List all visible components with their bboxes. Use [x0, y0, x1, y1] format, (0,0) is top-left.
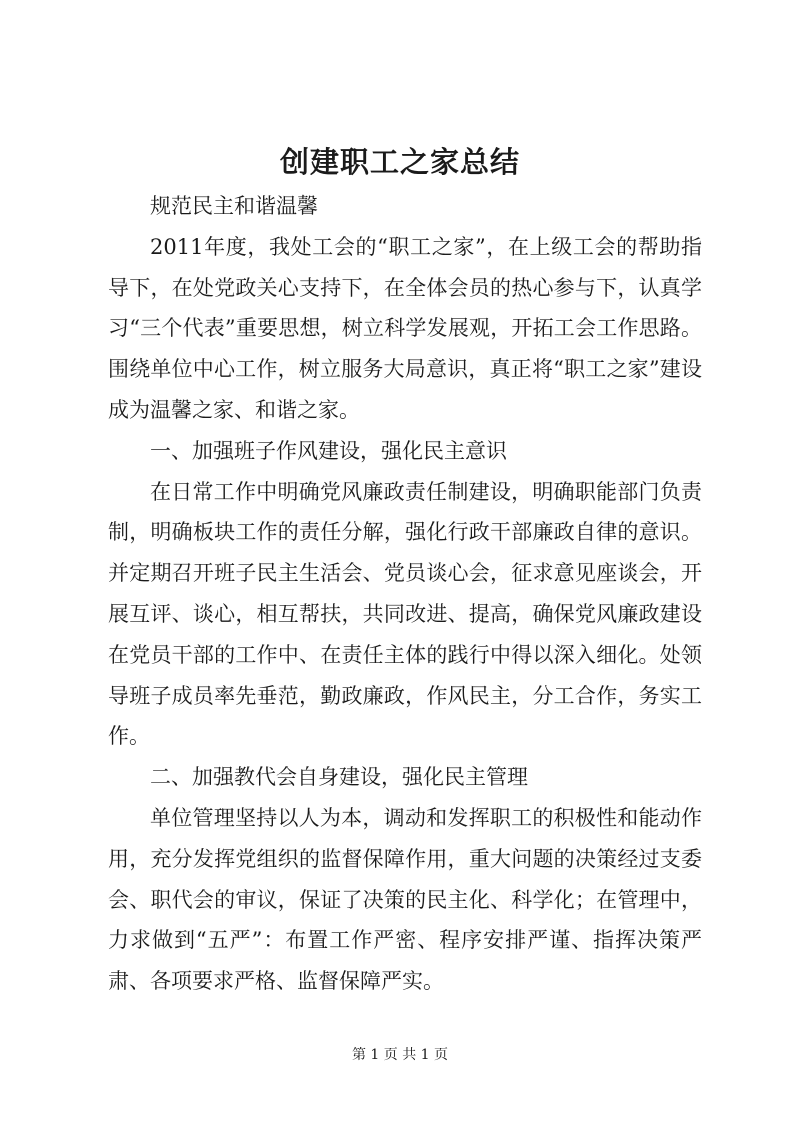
- paragraph-section-2: 单位管理坚持以人为本，调动和发挥职工的积极性和能动作用，充分发挥党组织的监督保障作用，重大问题的决策经过支委会、职代会的审议，保证了决策的民主化、科学化；在管理中，力求做到“五严”：布置工作严密、程序安排严谨、指挥决策严肃、各项要求严格、监督保障严实。: [108, 805, 702, 994]
- paragraph-section-1: 在日常工作中明确党风廉政责任制建设，明确职能部门负责制，明确板块工作的责任分解，强化行政干部廉政自律的意识。并定期召开班子民主生活会、党员谈心会，征求意见座谈会，开展互评、谈心，相互帮扶，共同改进、提高，确保党风廉政建设在党员干部的工作中、在责任主体的践行中得以深入细化。处领导班子成员率先垂范，勤政廉政，作风民主，分工合作，务实工作。: [108, 479, 702, 749]
- section-heading-2: 二、加强教代会自身建设，强化民主管理: [150, 765, 528, 790]
- page-footer: 第 1 页 共 1 页: [351, 1047, 449, 1063]
- document-body: [108, 186, 702, 1002]
- paragraph-intro: 2011年度，我处工会的“职工之家”，在上级工会的帮助指导下，在处党政关心支持下，在全体会员的热心参与下，认真学习“三个代表”重要思想，树立科学发展观，开拓工会工作思路。围绕单位中心工作，树立服务大局意识，真正将“职工之家”建设成为温馨之家、和谐之家。: [108, 234, 702, 422]
- paragraph-subtitle: 规范民主和谐温馨: [150, 194, 318, 218]
- section-heading-1: 一、加强班子作风建设，强化民主意识: [150, 438, 507, 463]
- document-title: 创建职工之家总结: [279, 145, 520, 179]
